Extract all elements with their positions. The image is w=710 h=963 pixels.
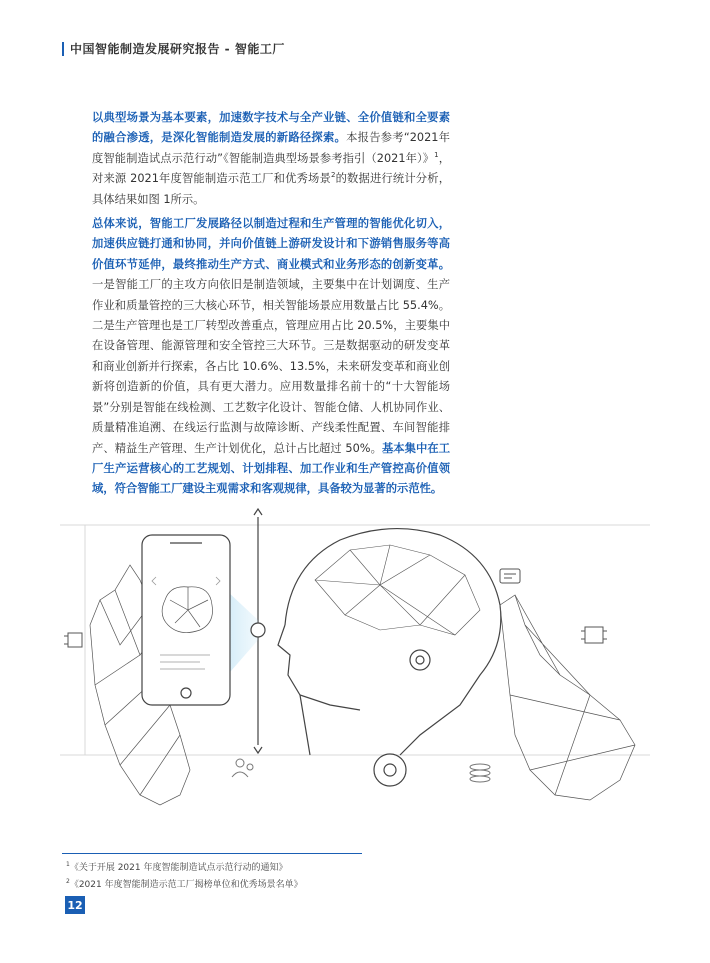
p1-text-a: 本报告参考“2021年度智能制造试点示范行动”《智能制造典型场景参考指引（2021年）》: [92, 131, 450, 165]
p1-footnote-ref-1[interactable]: 1: [434, 151, 439, 160]
gear-icon: [374, 650, 430, 786]
p1-footnote-ref-2[interactable]: 2: [330, 171, 336, 180]
footnote-2-text: 《2021 年度智能制造示范工厂揭榜单位和优秀场景名单》: [69, 880, 303, 890]
footnote-1: [66, 860, 287, 873]
header-accent-bar: [62, 42, 64, 56]
paragraph-2: [92, 214, 450, 500]
chip-icon: [64, 633, 82, 647]
page-number: 12: [65, 896, 85, 914]
hand-icon: [500, 595, 635, 800]
footnote-2-number: 2: [66, 878, 70, 885]
footnote-1-number: 1: [66, 861, 70, 868]
p1-highlight: 以典型场景为基本要素，加速数字技术与全产业链、全价值链和全要素的融合渗透，是深化智能制造发展的新路径探索。: [92, 111, 450, 145]
paragraph-1: [92, 108, 450, 210]
page-header: [62, 40, 285, 57]
p2-text: 一是智能工厂的主攻方向依旧是制造领域，主要集中在计划调度、生产作业和质量管控的三大核心环节，相关智能场景应用数量占比 55.4%。二是生产管理也是工厂转型改善重点，管理应用占比 20.5%，主要集中在设备管理、能源管理和安全管控三大环节。三是数据驱动的研发变革和商业创新并行探索，各占比 10.6%、13.5%，未来研发变革和商业创新将创造新的价值，具有更大潜力。应用数量排名前十的“十大智能场景”分别是智能在线检测、工艺数字化设计、智能仓储、人机协同作业、质量精准追溯、在线运行监测与故障诊断、产线柔性配置、车间智能排产、精益生产管理、生产计划优化，总计占比超过 50%。: [92, 278, 450, 455]
body-text: [92, 108, 450, 504]
scan-node-icon: [251, 623, 265, 637]
chip-icon: [581, 627, 607, 643]
chat-bubble-icon: [500, 569, 520, 583]
coins-icon: [470, 764, 490, 782]
p2-highlight-end: 基本集中在工厂生产运营核心的工艺规划、计划排程、加工作业和生产管控高价值领域，符合智能工厂建设主观需求和客观规律，具备较为显著的示范性。: [92, 441, 450, 496]
p2-highlight: 总体来说，智能工厂发展路径以制造过程和生产管理的智能优化切入，加速供应链打通和协同，并向价值链上游研发设计和下游销售服务等高价值环节延伸，最终推动生产方式、商业模式和业务形态的创新变革。: [92, 217, 450, 271]
robot-head-icon: [278, 529, 501, 755]
footnote-divider: [62, 853, 362, 854]
robot-brain-mesh: [315, 545, 480, 635]
p1-text-b: ，对来源 2021年度智能制造示范工厂和优秀场景: [92, 151, 450, 186]
p1-text-c: 的数据进行统计分析，具体结果如图 1所示。: [92, 172, 450, 206]
phone-icon: [142, 535, 230, 705]
footnote-2: [66, 877, 303, 890]
footnote-1-text: 《关于开展 2021 年度智能制造试点示范行动的通知》: [69, 863, 288, 873]
users-icon: [232, 759, 253, 777]
header-title: 中国智能制造发展研究报告 - 智能工厂: [70, 42, 285, 56]
ai-robot-illustration: [60, 505, 650, 815]
